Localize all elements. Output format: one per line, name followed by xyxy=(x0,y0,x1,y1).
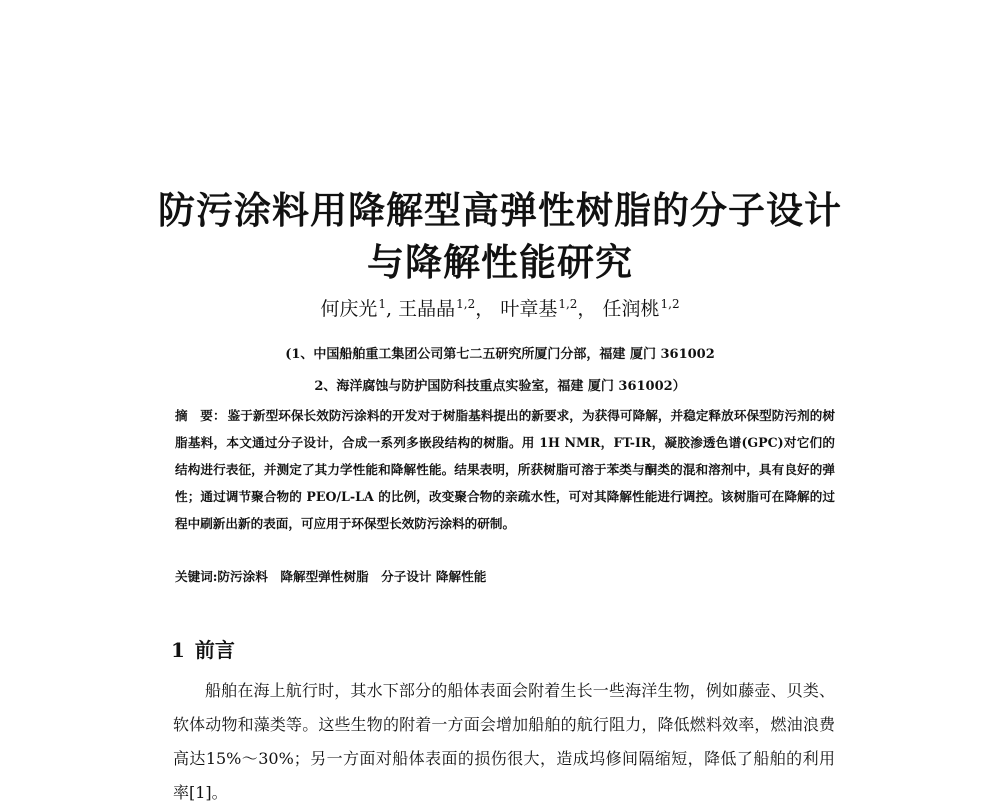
author-affiliation-mark: 1,2 xyxy=(558,297,578,311)
paper-title-line-2: 与降解性能研究 xyxy=(367,241,633,284)
author-affiliation-mark: 1,2 xyxy=(456,297,476,311)
paper-title-line-1: 防污涂料用降解型高弹性树脂的分子设计 xyxy=(158,189,842,232)
affiliation-2: 2、海洋腐蚀与防护国防科技重点实验室，福建 厦门 361002） xyxy=(314,379,686,394)
author-name: 叶章基 xyxy=(500,298,558,320)
affiliation-1: (1、中国船舶重工集团公司第七二五研究所厦门分部，福建 厦门 361002 xyxy=(285,347,715,362)
author-name: 何庆光 xyxy=(320,298,378,320)
abstract-label: 摘 要： xyxy=(175,408,226,423)
keywords: 关键词:防污涂料 降解型弹性树脂 分子设计 降解性能 xyxy=(175,569,487,584)
abstract xyxy=(175,402,835,537)
author-name: 王晶晶 xyxy=(398,298,456,320)
section-heading xyxy=(171,634,235,663)
section-number: 1 xyxy=(171,638,185,662)
author-separator: , xyxy=(386,298,393,320)
author-name: 任润桃 xyxy=(602,298,660,320)
body-paragraph: 船舶在海上航行时，其水下部分的船体表面会附着生长一些海洋生物，例如藤壶、贝类、软体动物和藻类等。这些生物的附着一方面会增加船舶的航行阻力，降低燃料效率，燃油浪费高达15%～30%；另一方面对船体表面的损伤很大，造成坞修间隔缩短，降低了船舶的利用率[1]。 xyxy=(173,681,835,802)
author-separator: ， xyxy=(475,298,495,320)
author-affiliation-mark: 1 xyxy=(378,297,387,311)
section-title: 前言 xyxy=(194,638,235,662)
abstract-text: 鉴于新型环保长效防污涂料的开发对于树脂基料提出的新要求，为获得可降解，并稳定释放环保型防污剂的树脂基料，本文通过分子设计，合成一系列多嵌段结构的树脂。用 1H NMR，FT-IR，凝胶渗透色谱(GPC)对它们的结构进行表征，并测定了其力学性能和降解性能。结果表明，所获树脂可溶于苯类与酮类的混和溶剂中，具有良好的弹性；通过调节聚合物的 PEO/L-LA 的比例，改变聚合物的亲疏水性，可对其降解性能进行调控。该树脂可在降解的过程中刷新出新的表面，可应用于环保型长效防污涂料的研制。 xyxy=(175,408,836,531)
author-separator: ， xyxy=(577,298,597,320)
author-affiliation-mark: 1,2 xyxy=(660,297,680,311)
author-list xyxy=(0,294,1000,321)
